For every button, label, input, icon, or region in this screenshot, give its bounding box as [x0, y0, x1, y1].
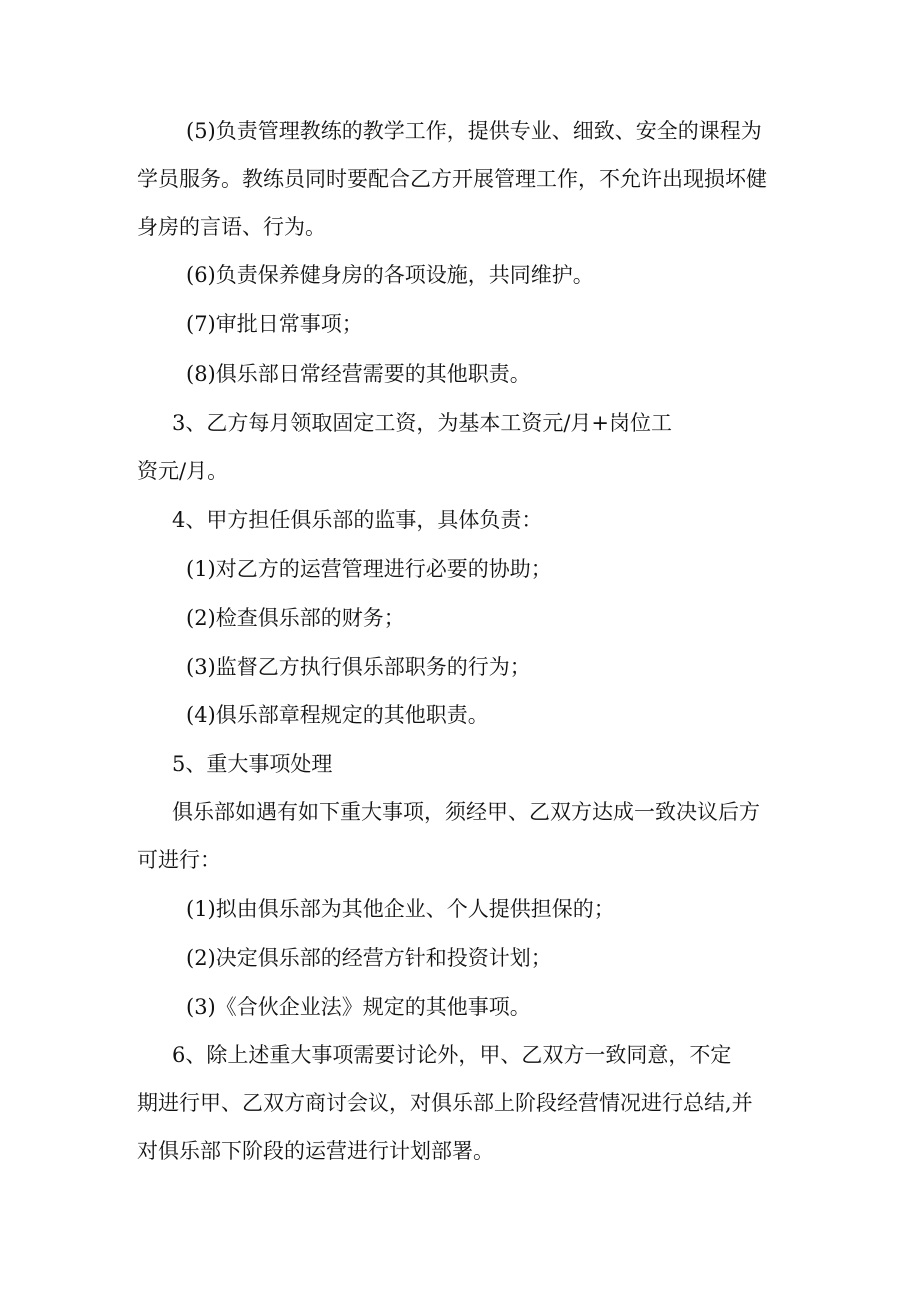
paragraph-line: 6、除上述重大事项需要讨论外，甲、乙双方一致同意，不定 — [172, 1043, 732, 1067]
paragraph-line: (1)对乙方的运营管理进行必要的协助； — [186, 557, 552, 581]
paragraph-line: 对俱乐部下阶段的运营进行计划部署。 — [137, 1139, 494, 1163]
paragraph-line: 期进行甲、乙双方商讨会议，对俱乐部上阶段经营情况进行总结,并 — [137, 1091, 753, 1115]
paragraph-line: 俱乐部如遇有如下重大事项，须经甲、乙双方达成一致决议后方 — [172, 800, 760, 824]
paragraph-line: (4)俱乐部章程规定的其他职责。 — [186, 703, 489, 727]
paragraph-line: (7)审批日常事项； — [186, 312, 363, 336]
paragraph-line: 可进行： — [137, 848, 221, 872]
paragraph-line: 3、乙方每月领取固定工资，为基本工资元/月+岗位工 — [172, 411, 673, 435]
paragraph-line: (3)《合伙企业法》规定的其他事项。 — [186, 995, 531, 1019]
paragraph-line: (2)检查俱乐部的财务； — [186, 606, 405, 630]
paragraph-line: 学员服务。教练员同时要配合乙方开展管理工作，不允许出现损坏健 — [137, 167, 767, 191]
paragraph-line: (3)监督乙方执行俱乐部职务的行为； — [186, 655, 531, 679]
paragraph-line: 资元/月。 — [137, 459, 229, 483]
paragraph-line: (6)负责保养健身房的各项设施，共同维护。 — [186, 263, 594, 287]
paragraph-line: 4、甲方担任俱乐部的监事，具体负责： — [172, 508, 543, 532]
paragraph-line: 身房的言语、行为。 — [137, 215, 326, 239]
paragraph-line: (8)俱乐部日常经营需要的其他职责。 — [186, 362, 531, 386]
paragraph-line: (2)决定俱乐部的经营方针和投资计划； — [186, 946, 552, 970]
paragraph-line: (5)负责管理教练的教学工作，提供专业、细致、安全的课程为 — [186, 119, 762, 143]
paragraph-line: (1)拟由俱乐部为其他企业、个人提供担保的； — [186, 897, 615, 921]
paragraph-line: 5、重大事项处理 — [172, 752, 333, 776]
